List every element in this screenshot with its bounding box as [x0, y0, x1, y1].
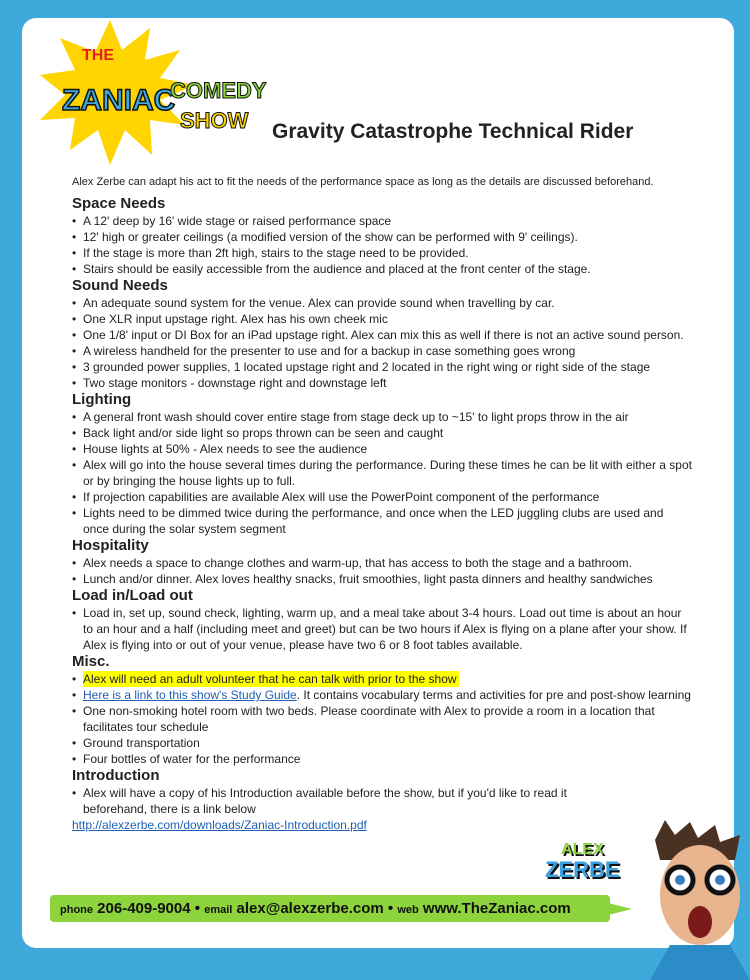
list-item: • Two stage monitors - downstage right and downstage left [72, 375, 692, 391]
introduction-pdf-link[interactable]: http://alexzerbe.com/downloads/Zaniac-Introduction.pdf [72, 818, 367, 832]
separator: • [194, 900, 201, 917]
section-heading: Lighting [72, 391, 132, 408]
introduction-list [72, 785, 692, 817]
list-item: • Alex will go into the house several times during the performance. During these times he can be lit with either a spot or by bringing the house lights up to full. [72, 457, 692, 489]
list-item: • 12' high or greater ceilings (a modified version of the show can be performed with 9' ceilings). [72, 229, 692, 245]
list-item: • Lights need to be dimmed twice during the performance, and once when the LED juggling clubs are used and once during the solar system segment [72, 505, 692, 537]
sections [72, 195, 692, 653]
list-item: • Alex needs a space to change clothes and warm-up, that has access to both the stage and a bathroom. [72, 555, 692, 571]
study-guide-text: . It contains vocabulary terms and activities for pre and post-show learning [296, 688, 691, 702]
section-heading: Sound Needs [72, 277, 168, 294]
section-list [72, 605, 692, 653]
speech-bubble-tail [608, 903, 632, 915]
list-item [72, 671, 692, 687]
list-item: • House lights at 50% - Alex needs to see the audience [72, 441, 692, 457]
brand-alex: ALEX [560, 841, 604, 858]
zaniac-comedy-show-logo [40, 20, 290, 170]
section-list [72, 555, 692, 587]
brand-zerbe: ZERBE [545, 857, 620, 882]
list-item: • One 1/8' input or DI Box for an iPad upstage right. Alex can mix this as well if there is not an active sound person. [72, 327, 692, 343]
highlighted-item: Alex will need an adult volunteer that he can talk with prior to the show [83, 672, 457, 686]
website[interactable]: www.TheZaniac.com [422, 900, 571, 917]
alex-face-photo [640, 820, 750, 980]
phone-number[interactable]: 206-409-9004 [97, 900, 191, 917]
section-heading-misc: Misc. [72, 653, 110, 670]
intro-text: Alex Zerbe can adapt his act to fit the needs of the performance space as long as the details are discussed beforehand. [72, 176, 654, 188]
section-heading: Load in/Load out [72, 587, 193, 604]
logo-show: SHOW [180, 108, 249, 133]
list-item: • Alex will have a copy of his Introduction available before the show, but if you'd like to read it beforehand, there is a link below [72, 785, 623, 817]
contact-footer [50, 895, 610, 922]
page-title: Gravity Catastrophe Technical Rider [272, 120, 634, 143]
list-item: • A general front wash should cover entire stage from stage deck up to ~15' to light props throw in the air [72, 409, 692, 425]
list-item: • One XLR input upstage right. Alex has his own cheek mic [72, 311, 692, 327]
list-item: • A 12' deep by 16' wide stage or raised performance space [72, 213, 692, 229]
list-item: • An adequate sound system for the venue. Alex can provide sound when travelling by car. [72, 295, 692, 311]
rider-content [72, 174, 692, 833]
section-list [72, 409, 692, 537]
separator: • [387, 900, 394, 917]
section-heading-introduction: Introduction [72, 767, 160, 784]
list-item: • A wireless handheld for the presenter to use and for a backup in case something goes wrong [72, 343, 692, 359]
list-item: • One non-smoking hotel room with two beds. Please coordinate with Alex to provide a room in a location that facilitates tour schedule [72, 703, 692, 735]
logo-the: THE [82, 47, 114, 64]
list-item [72, 687, 692, 703]
section-list [72, 295, 692, 391]
list-item: • If the stage is more than 2ft high, stairs to the stage need to be provided. [72, 245, 692, 261]
list-item: • Four bottles of water for the performance [72, 751, 692, 767]
logo-comedy: COMEDY [170, 78, 267, 103]
section-heading: Hospitality [72, 537, 149, 554]
section-list [72, 213, 692, 277]
email-label: email [204, 904, 233, 916]
study-guide-link[interactable]: Here is a link to this show's Study Guide [83, 688, 297, 702]
list-item: • Stairs should be easily accessible from the audience and placed at the front center of the stage. [72, 261, 692, 277]
list-item: • Ground transportation [72, 735, 692, 751]
section-heading: Space Needs [72, 195, 166, 212]
list-item: • 3 grounded power supplies, 1 located upstage right and 2 located in the right wing or right side of the stage [72, 359, 692, 375]
web-label: web [397, 904, 419, 916]
logo-zaniac: ZANIAC [62, 84, 176, 117]
misc-list [72, 671, 692, 767]
list-item: • If projection capabilities are available Alex will use the PowerPoint component of the performance [72, 489, 692, 505]
phone-label: phone [60, 904, 93, 916]
list-item: • Lunch and/or dinner. Alex loves healthy snacks, fruit smoothies, light pasta dinners and healthy sandwiches [72, 571, 692, 587]
alex-zerbe-logo [545, 840, 620, 880]
list-item: • Back light and/or side light so props thrown can be seen and caught [72, 425, 692, 441]
list-item: • Load in, set up, sound check, lighting, warm up, and a meal take about 3-4 hours. Load out time is about an hour to an hour and a half (including meet and greet) but can be two hours if Alex is flying on a plane after your show. If Alex is flying into or out of your venue, please have two 6 or 8 foot tables available. [72, 605, 692, 653]
email-address[interactable]: alex@alexzerbe.com [236, 900, 384, 917]
